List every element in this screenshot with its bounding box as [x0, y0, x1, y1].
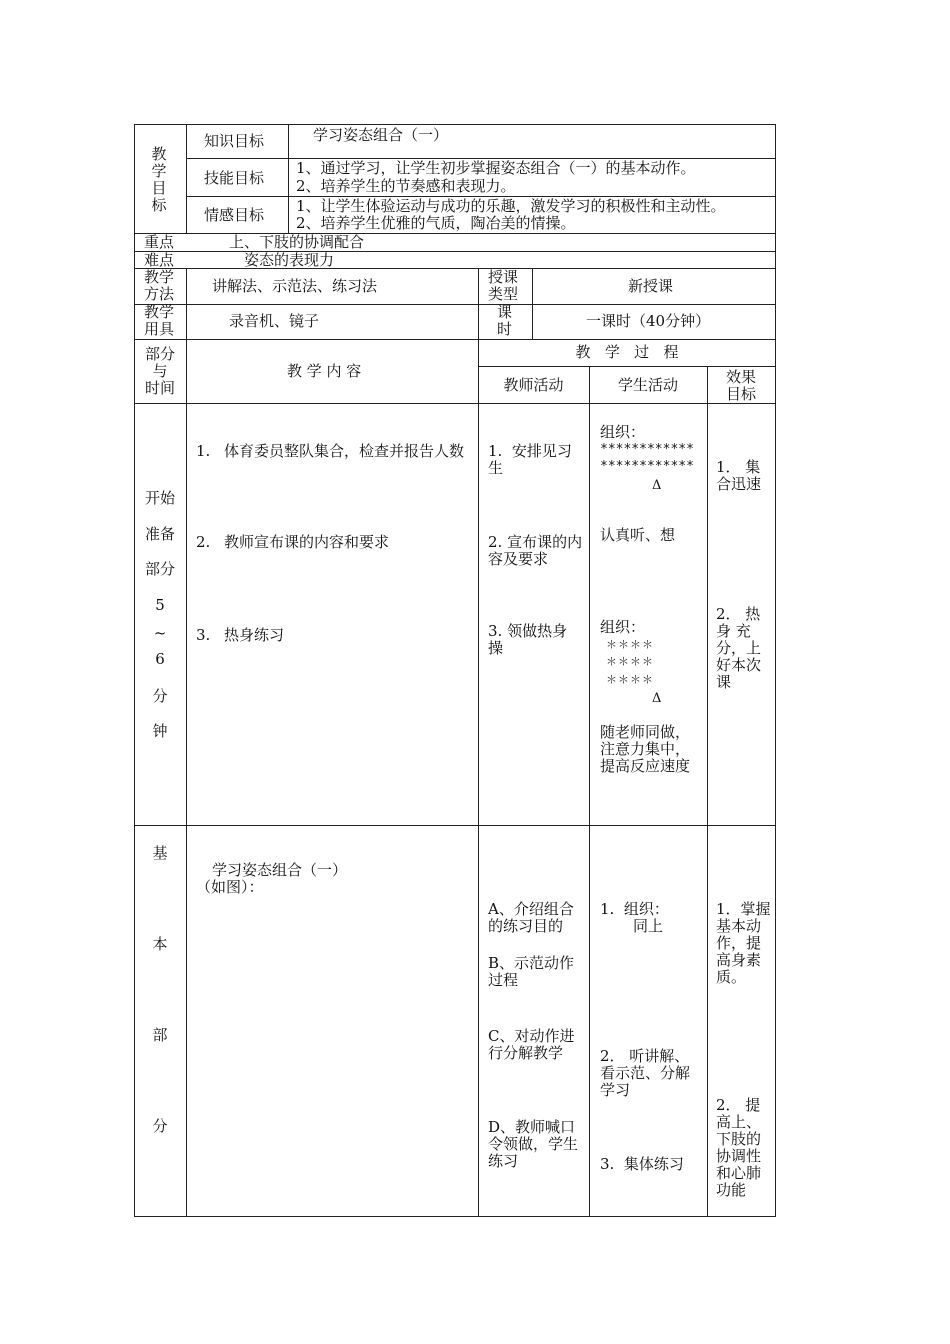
rule: [134, 339, 776, 340]
rule: [478, 339, 479, 1217]
emotion-objective-line: 1、让学生体验运动与成功的乐趣，激发学习的积极性和主动性。: [296, 197, 726, 215]
equipment-label: 用具: [144, 320, 175, 338]
method-label: 教学: [144, 268, 175, 286]
process-header: 教 学 过 程: [575, 343, 679, 361]
rule: [186, 268, 187, 340]
student-formation-row: ************: [600, 442, 694, 457]
content-item-number: 1.: [196, 442, 211, 460]
lesson-type-value: 新授课: [628, 277, 674, 295]
equipment-value: 录音机、镜子: [229, 312, 320, 330]
equipment-label: 教学: [144, 303, 175, 321]
rule: [478, 268, 479, 340]
teacher-activity: 1. 安排见习生: [488, 442, 572, 477]
section1-label: 5: [155, 596, 165, 614]
part-time-header: 与: [152, 362, 168, 380]
method-value: 讲解法、示范法、练习法: [212, 277, 378, 295]
student-formation-row: ＊＊＊＊: [606, 655, 654, 668]
content-item-text: 体育委员整队集合，检查并报告人数: [224, 442, 465, 460]
rule: [134, 825, 776, 826]
effect-goal: 1． 集合迅速: [716, 458, 762, 493]
rule: [288, 124, 289, 233]
skill-objective-line: 1、通过学习，让学生初步掌握姿态组合（一）的基本动作。: [296, 159, 696, 177]
student-activity: 同上: [633, 917, 664, 935]
section2-label: 分: [152, 1117, 168, 1135]
rule: [186, 124, 187, 233]
part-time-header: 部分: [144, 345, 175, 363]
part-time-header: 时间: [144, 379, 175, 397]
rule: [532, 268, 533, 340]
rule: [134, 304, 776, 305]
table-border-left: [134, 124, 135, 1217]
section1-label: 钟: [152, 722, 168, 740]
student-formation-row: ************: [600, 459, 694, 474]
effect-goal: 2． 提高上、下肢的协调性和心肺功能: [716, 1096, 762, 1199]
student-formation-row: ＊＊＊＊: [606, 638, 654, 651]
section2-label: 基: [152, 844, 168, 862]
teacher-activity: B、示范动作过程: [488, 954, 575, 989]
content-item-text: 教师宣布课的内容和要求: [224, 533, 390, 551]
key-point-label: 重点: [144, 233, 175, 251]
teacher-activity: A、介绍组合的练习目的: [488, 900, 574, 935]
section1-label: 准备: [144, 525, 175, 543]
student-activity: 2． 听讲解、看示范、分解学习: [600, 1047, 691, 1099]
section2-label: 本: [152, 935, 168, 953]
skill-objective-line: 2、培养学生的节奏感和表现力。: [296, 177, 516, 195]
teacher-position-mark: Δ: [652, 691, 662, 706]
section1-label: 6: [155, 650, 165, 668]
effect-goal: 1．掌握基本动作，提高身素质。: [716, 900, 771, 986]
section1-label: 分: [152, 687, 168, 705]
emotion-objective-line: 2、培养学生优雅的气质，陶冶美的情操。: [296, 214, 576, 232]
key-point-value: 上、下肢的协调配合: [229, 233, 365, 251]
table-border-bottom: [134, 1216, 776, 1217]
teacher-activity: 2. 宣布课的内容及要求: [488, 533, 583, 568]
knowledge-objective-label: 知识目标: [204, 132, 265, 150]
rule: [134, 403, 776, 404]
lesson-type-label: 授课: [488, 268, 519, 286]
table-border-top: [134, 124, 776, 125]
effect-header: 目标: [725, 385, 756, 403]
rule: [186, 339, 187, 1217]
student-header: 学生活动: [617, 376, 678, 394]
content-item-number: 3.: [196, 626, 211, 644]
lesson-type-label: 类型: [488, 285, 519, 303]
teacher-header: 教师活动: [503, 376, 564, 394]
content-title: 学习姿态组合（一）: [212, 861, 348, 879]
teacher-activity: C、对动作进行分解教学: [488, 1027, 575, 1062]
section1-label: ~: [153, 624, 167, 642]
class-hours-value: 一课时（40分钟）: [586, 312, 711, 330]
section2-label: 部: [152, 1026, 168, 1044]
difficulty-label: 难点: [144, 251, 175, 269]
rule: [134, 251, 776, 252]
student-formation-row: ＊＊＊＊: [606, 673, 654, 686]
effect-header: 效果: [725, 368, 756, 386]
skill-objective-label: 技能目标: [204, 169, 265, 187]
rule: [134, 268, 776, 269]
content-header: 教 学 内 容: [287, 362, 362, 380]
table-border-right: [775, 124, 776, 1217]
rule: [589, 366, 590, 1217]
difficulty-value: 姿态的表现力: [244, 251, 335, 269]
student-activity: 1. 组织：: [600, 900, 669, 918]
emotion-objective-label: 情感目标: [204, 206, 265, 224]
content-item-number: 2.: [196, 533, 211, 551]
effect-goal: 2． 热身 充分，上好本次课: [716, 605, 762, 691]
teacher-activity: D、教师喊口令领做，学生练习: [488, 1118, 579, 1170]
section1-label: 开始: [144, 489, 175, 507]
content-subtitle: （如图）：: [196, 878, 264, 896]
rule: [478, 366, 776, 367]
student-org-label: 组织：: [600, 618, 646, 636]
student-org-label: 组织：: [600, 423, 646, 441]
section1-label: 部分: [144, 560, 175, 578]
objectives-label: 教学目标: [151, 145, 167, 214]
student-activity: 3. 集体练习: [600, 1155, 684, 1173]
class-hours-label: 时: [497, 320, 513, 338]
teacher-activity: 3. 领做热身操: [488, 622, 568, 657]
rule: [707, 366, 708, 1217]
class-hours-label: 课: [497, 303, 513, 321]
student-activity: 随老师同做，注意力集中，提高反应速度: [600, 723, 691, 775]
teacher-position-mark: Δ: [652, 478, 662, 493]
content-item-text: 热身练习: [224, 626, 285, 644]
method-label: 方法: [144, 285, 175, 303]
knowledge-objective-text: 学习姿态组合（一）: [313, 126, 449, 144]
student-activity: 认真听、想: [600, 526, 676, 544]
